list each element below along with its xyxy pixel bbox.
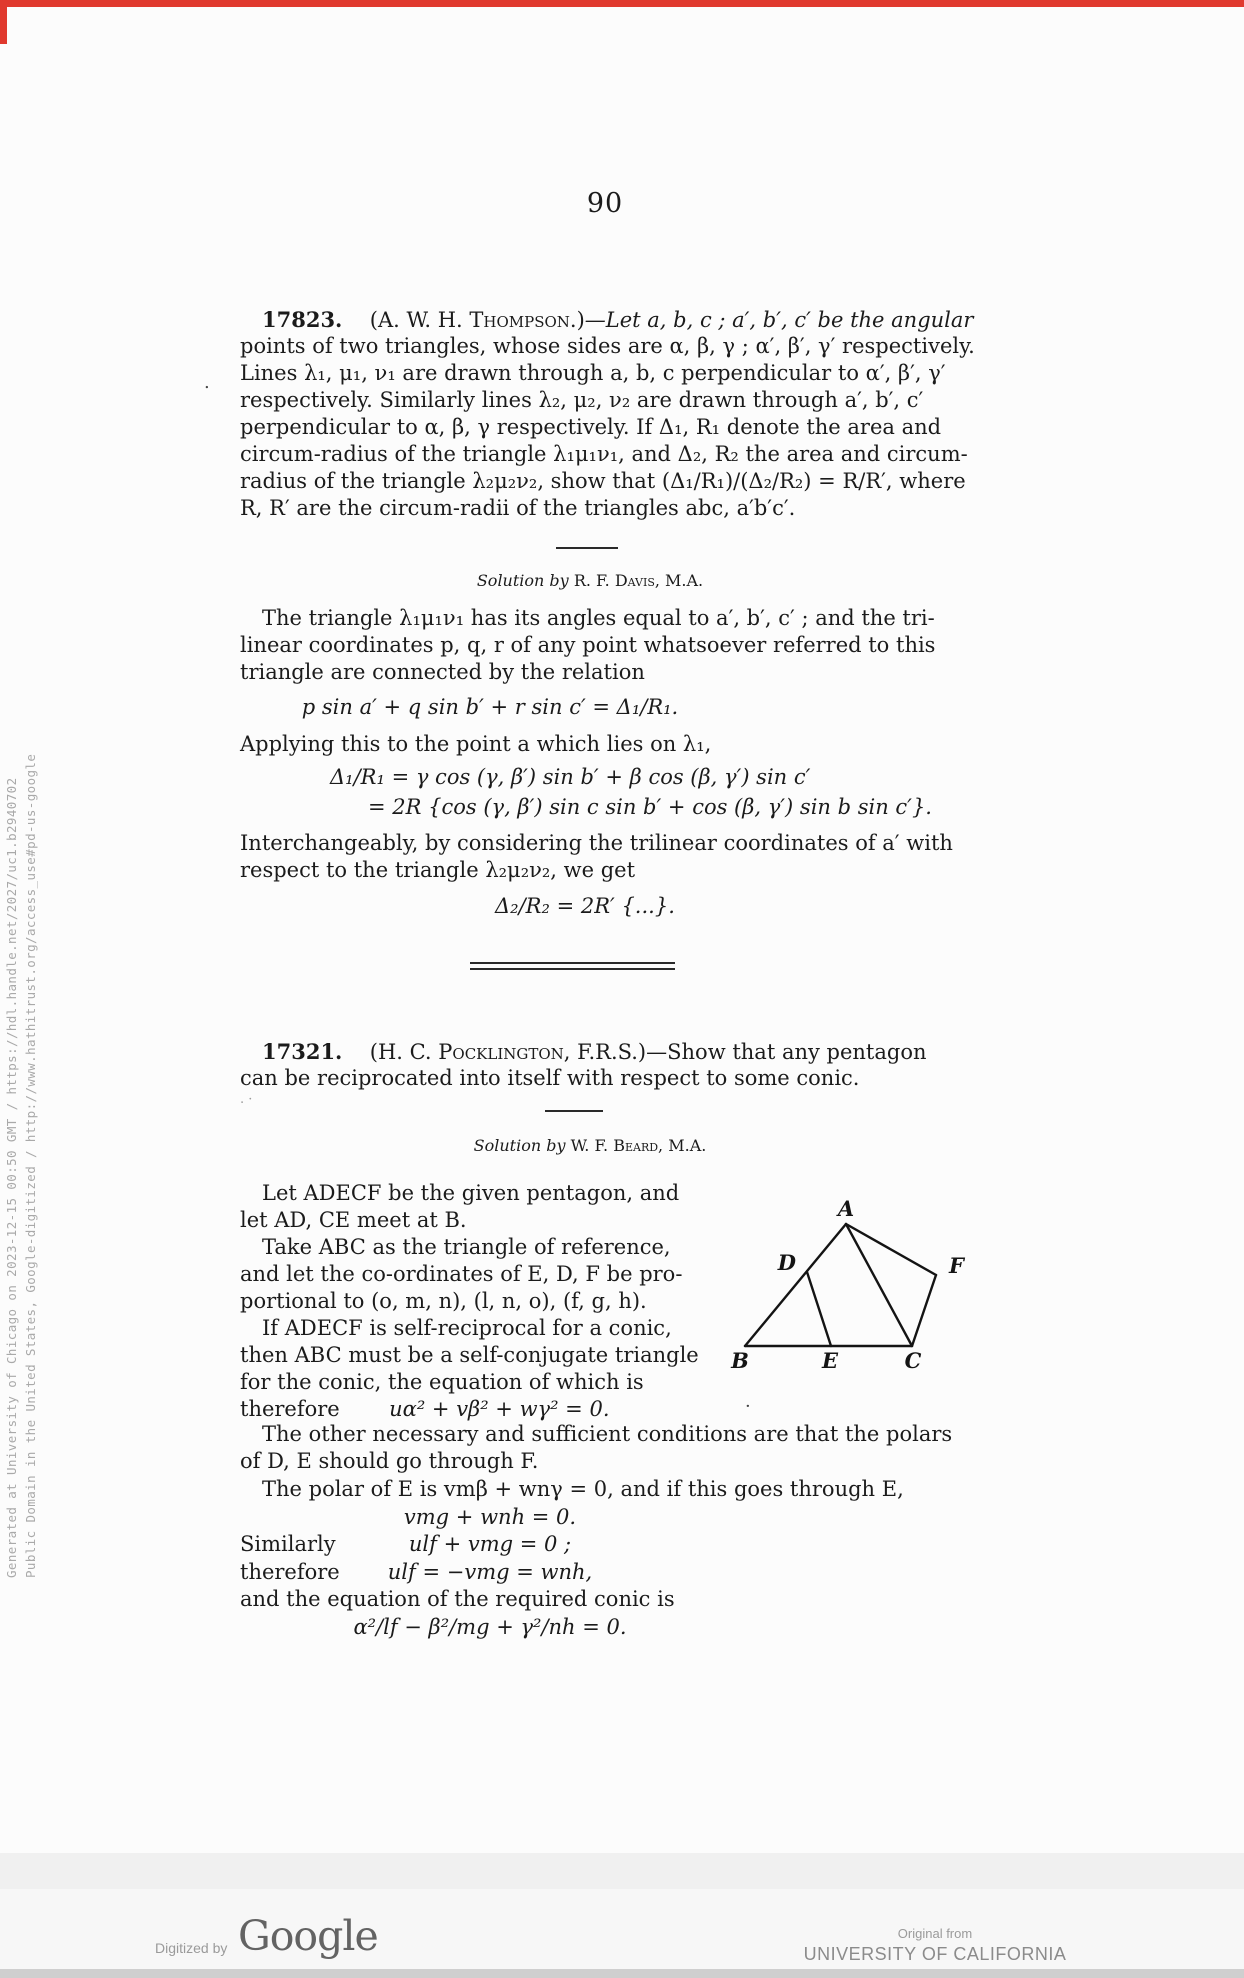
figure-vertex-label-C: C <box>904 1348 922 1373</box>
problem-number: 17823. <box>262 307 343 332</box>
text-line: R, R′ are the circum-radii of the triangles abc, a′b′c′. <box>240 496 796 520</box>
digitized-by-label: Digitized by <box>155 1940 228 1956</box>
text-line: respect to the triangle λ₂μ₂ν₂, we get <box>240 858 636 882</box>
therefore-label: therefore <box>240 1560 340 1584</box>
scan-border-left <box>0 0 7 44</box>
figure-edge-DE <box>807 1272 831 1346</box>
text-line: The other necessary and sufficient conditions are that the polars <box>262 1422 953 1446</box>
text-line: let AD, CE meet at B. <box>240 1208 467 1232</box>
scan-border-top <box>0 0 1244 7</box>
section-rule <box>556 547 618 549</box>
solution1-header <box>240 571 940 590</box>
problem-text: —Show that any pentagon <box>646 1040 927 1064</box>
figure-vertex-label-A: A <box>837 1200 855 1221</box>
solution2-header <box>240 1136 940 1155</box>
text-line: for the conic, the equation of which is <box>240 1370 644 1394</box>
problem-author: (A. W. H. Thompson.) <box>369 308 585 332</box>
text-line <box>240 306 980 333</box>
problem-author: (H. C. Pocklington, F.R.S.) <box>369 1040 647 1064</box>
figure-vertex-label-D: D <box>777 1250 796 1275</box>
therefore-label: therefore <box>240 1397 340 1421</box>
stray-mark: . · <box>240 1092 253 1107</box>
solver-name: R. F. Davis, M.A. <box>573 571 704 590</box>
pentagon-figure <box>722 1200 977 1378</box>
solution1-paragraph <box>240 605 980 686</box>
text-line: If ADECF is self-reciprocal for a conic, <box>262 1316 672 1340</box>
scan-bottom-edge <box>0 1969 1244 1978</box>
section-rule <box>545 1110 603 1112</box>
sidebar-publicdomain-text: Public Domain in the United States, Google-digitized / http://www.hathitrust.org/access_use#pd-us-google <box>23 753 38 1578</box>
text-line: then ABC must be a self-conjugate triangle <box>240 1343 699 1367</box>
solution2-left-column <box>240 1180 745 1423</box>
equation-ulf-equals: ulf = −vmg = wnh, <box>387 1560 593 1584</box>
solution-by-label: Solution by <box>473 1136 566 1155</box>
stray-mark: . <box>204 372 210 393</box>
equation-delta1-r1-expanded: = 2R {cos (γ, β′) sin c sin b′ + cos (β, γ′) sin b sin c′}. <box>368 795 932 819</box>
text-line: Applying this to the point a which lies on λ₁, <box>240 732 712 756</box>
problem-17823-statement <box>240 306 980 522</box>
pentagon-figure-svg <box>722 1200 977 1378</box>
page-number: 90 <box>586 188 624 219</box>
figure-vertex-label-E: E <box>821 1348 839 1373</box>
google-logo: Google <box>238 1912 378 1960</box>
text-line: Let ADECF be the given pentagon, and <box>262 1181 680 1205</box>
solver-name: W. F. Beard, M.A. <box>570 1136 707 1155</box>
text-line: Lines λ₁, μ₁, ν₁ are drawn through a, b, c perpendicular to α′, β′, γ′ <box>240 361 946 385</box>
text-line: and the equation of the required conic is <box>240 1587 675 1611</box>
figure-edge-BA <box>745 1224 846 1346</box>
text-line: The polar of E is vmβ + wnγ = 0, and if this goes through E, <box>262 1477 904 1501</box>
text-line: and let the co-ordinates of E, D, F be pro- <box>240 1262 683 1286</box>
text-line: linear coordinates p, q, r of any point whatsoever referred to this <box>240 633 936 657</box>
footer-grey-band <box>0 1853 1244 1889</box>
text-line: radius of the triangle λ₂μ₂ν₂, show that (Δ₁/R₁)/(Δ₂/R₂) = R/R′, where <box>240 469 966 493</box>
problem-number: 17321. <box>262 1039 343 1064</box>
text-line: perpendicular to α, β, γ respectively. If Δ₁, R₁ denote the area and <box>240 415 942 439</box>
text-line: Take ABC as the triangle of reference, <box>262 1235 671 1259</box>
equation-delta1-r1: Δ₁/R₁ = γ cos (γ, β′) sin b′ + β cos (β, γ′) sin c′ <box>330 765 811 789</box>
sidebar-generated-text: Generated at University of Chicago on 2023-12-15 00:50 GMT / https://hdl.handle.net/2027/uc1.b2940702 <box>4 777 19 1578</box>
equation-ulf-vmg: ulf + vmg = 0 ; <box>408 1532 572 1556</box>
problem-text: —Let a, b, c ; a′, b′, c′ be the angular <box>584 308 974 332</box>
figure-vertex-label-B: B <box>731 1348 749 1373</box>
university-label: UNIVERSITY OF CALIFORNIA <box>803 1944 1067 1964</box>
stray-mark: · <box>745 1396 751 1417</box>
text-line: respectively. Similarly lines λ₂, μ₂, ν₂ are drawn through a′, b′, c′ <box>240 388 924 412</box>
original-from-label: Original from <box>897 1926 973 1941</box>
figure-edge-FC <box>912 1275 936 1346</box>
text-line: portional to (o, m, n), (l, n, o), (f, g, h). <box>240 1289 647 1313</box>
figure-vertex-label-F: F <box>949 1253 964 1278</box>
text-line: of D, E should go through F. <box>240 1449 539 1473</box>
equation-trilinear-relation: p sin a′ + q sin b′ + r sin c′ = Δ₁/R₁. <box>301 695 679 719</box>
equation-vmg-wnh: vmg + wnh = 0. <box>403 1505 577 1529</box>
text-line: circum-radius of the triangle λ₁μ₁ν₁, and Δ₂, R₂ the area and circum- <box>240 442 968 466</box>
similarly-label: Similarly <box>240 1532 336 1556</box>
equation-delta2-r2: Δ₂/R₂ = 2R′ {...}. <box>495 894 675 918</box>
text-line <box>240 1396 745 1423</box>
text-line <box>240 1038 980 1065</box>
text-line: Interchangeably, by considering the trilinear coordinates of a′ with <box>240 831 953 855</box>
solution-by-label: Solution by <box>476 571 569 590</box>
equation-conic-general: uα² + vβ² + wγ² = 0. <box>389 1397 610 1421</box>
problem-17321-statement <box>240 1038 980 1092</box>
text-line: points of two triangles, whose sides are α, β, γ ; α′, β′, γ′ respectively. <box>240 334 975 358</box>
text-line: can be reciprocated into itself with respect to some conic. <box>240 1066 860 1090</box>
text-line: triangle are connected by the relation <box>240 660 645 684</box>
problem-divider-double-rule <box>470 962 675 970</box>
text-line: The triangle λ₁μ₁ν₁ has its angles equal to a′, b′, c′ ; and the tri- <box>262 606 935 630</box>
equation-required-conic: α²/lf − β²/mg + γ²/nh = 0. <box>353 1615 627 1639</box>
